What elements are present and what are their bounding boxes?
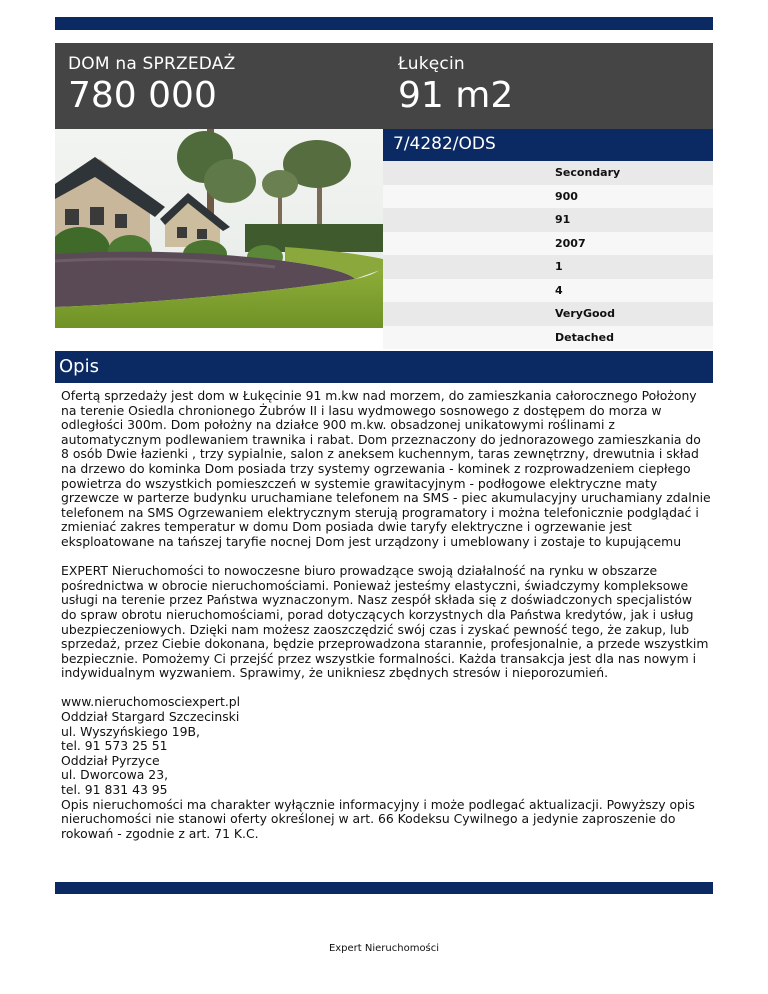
area: 91 m2 <box>398 75 514 116</box>
spec-building-type: Detached <box>383 326 713 350</box>
branch-phone: tel. 91 573 25 51 <box>61 738 168 754</box>
spec-floors: 1 <box>383 255 713 279</box>
reference-bar <box>383 129 713 161</box>
spec-market: Secondary <box>383 161 713 185</box>
branch-phone: tel. 91 831 43 95 <box>61 782 168 798</box>
property-photo <box>55 129 383 328</box>
footer-text: Expert Nieruchomości <box>328 943 440 954</box>
spec-list <box>383 161 713 349</box>
disclaimer: Opis nieruchomości ma charakter wyłącznie informacyjny i może podlegać aktualizacji. Powyższy opis nieruchomości nie stanowi oferty określonej w art. 66 Kodeksu Cywilnego a jedynie zaproszenie do rokowań - zgodnie z art. 71 K.C. <box>61 796 695 841</box>
contact-block <box>61 695 711 841</box>
property-type-label: DOM na SPRZEDAŻ <box>68 54 236 74</box>
spec-usable-area: 91 <box>383 208 713 232</box>
header-right <box>398 43 513 116</box>
branch-name: Oddział Stargard Szczecinski <box>61 709 240 725</box>
description-content <box>61 389 711 841</box>
bottom-divider-bar <box>55 882 713 894</box>
website-link[interactable]: www.nieruchomosciexpert.pl <box>61 694 241 710</box>
branch-address: ul. Wyszyńskiego 19B, <box>61 723 200 739</box>
description-paragraph: Ofertą sprzedaży jest dom w Łukęcinie 91 m.kw nad morzem, do zamieszkania całorocznego Położony na terenie Osiedla chronionego Żubrów II i lasu wydmowego sosnowego z dostępem do morza w odległości 300m. Dom położny na działce 900 m.kw. obsadzonej unikatowymi roślinami z automatycznym podlewaniem trawnika i rabat. Dom przeznaczony do jednorazowego zamieszkania do 8 osób Dwie łazienki , trzy sypialnie, salon z aneksem kuchennym, taras zewnętrzny, drewutnia i skład na drzewo do kominka Dom posiada trzy systemy ogrzewania - kominek z rozprowadzeniem ciepłego powietrza do wszystkich pomieszczeń w systemie grawitacyjnym - podłogowe elektryczne maty grzewcze w parterze budynku uruchamiane telefonem na SMS - piec akumulacyjny uruchamiany zdalnie telefonem na SMS Ogrzewaniem elektrycznym sterują programatory i można telefonicznie podglądać i zmieniać zakres temperatur w domu Dom posiada dwie taryfy elektryczne i ogrzewanie jest eksploatowane na tańszej taryfie nocnej Dom jest urządzony i umeblowany i zostaje to kupującemu <box>61 388 711 549</box>
description-section-bar <box>55 351 713 383</box>
branch-address: ul. Dworcowa 23, <box>61 767 169 783</box>
top-divider-bar <box>55 17 713 30</box>
spec-year-built: 2007 <box>383 232 713 256</box>
spec-plot-area: 900 <box>383 185 713 209</box>
listing-header <box>55 43 713 129</box>
header-left <box>68 43 235 116</box>
price: 780 000 <box>68 75 217 116</box>
spec-condition: VeryGood <box>383 302 713 326</box>
reference-number: 7/4282/ODS <box>393 134 496 154</box>
company-paragraph: EXPERT Nieruchomości to nowoczesne biuro prowadzące swoją działalność na rynku w obszarze pośrednictwa w obrocie nieruchomościami. Ponieważ jesteśmy elastyczni, świadczymy kompleksowe usługi na terenie przez Państwa wyznaczonym. Nasz zespół składa się z doświadczonych specjalistów do spraw obrotu nieruchomościami, porad dotyczących korzystnych dla Państwa kredytów, jak i usług ubezpieczeniowych. Dzięki nam możesz zaoszczędzić swój czas i zyskać pewność tego, że zakup, lub sprzedaż, przez Ciebie dokonana, będzie przeprowadzona starannie, profesjonalnie, a przede wszystkim bezpiecznie. Pomożemy Ci przejść przez wszystkie formalności. Każda transakcja jest dla nas nowym i indywidualnym wyzwaniem. Sprawimy, że unikniesz zbędnych stresów i nieporozumień. <box>61 563 709 681</box>
location: Łukęcin <box>398 54 465 74</box>
branch-name: Oddział Pyrzyce <box>61 752 160 768</box>
spec-rooms: 4 <box>383 279 713 303</box>
description-heading: Opis <box>59 356 99 377</box>
